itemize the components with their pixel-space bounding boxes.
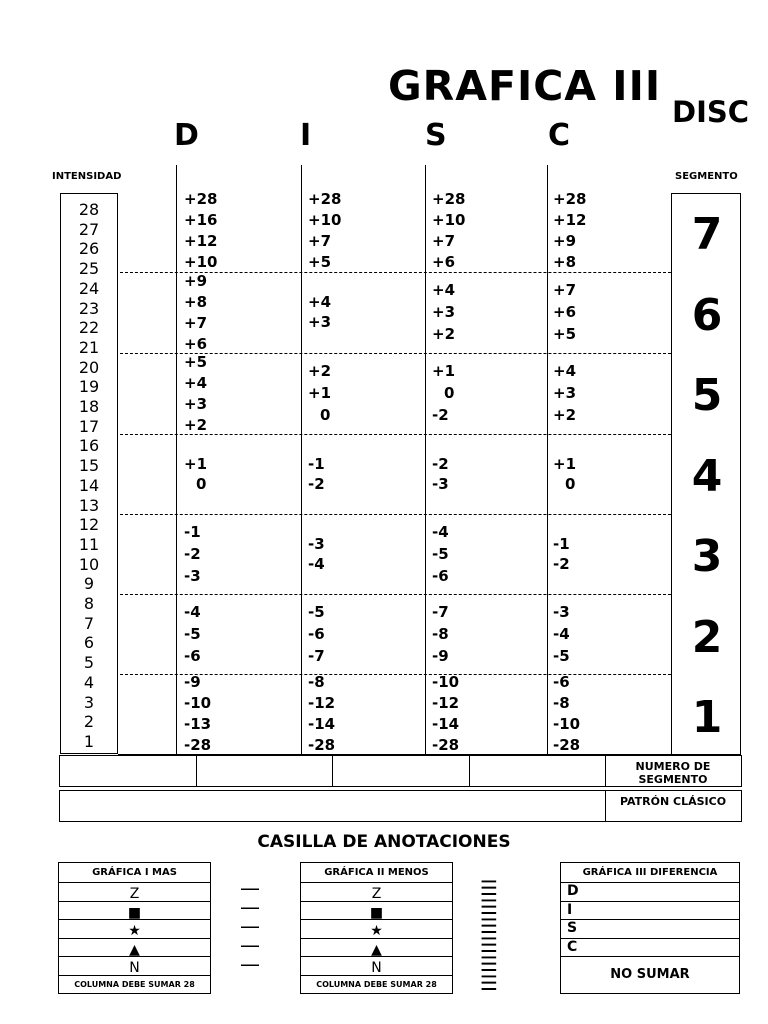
- disc-value-i: -4: [308, 554, 325, 573]
- intensity-value: 5: [83, 653, 95, 673]
- disc-value-i: -14: [308, 715, 336, 733]
- annotation-row[interactable]: [301, 883, 452, 902]
- disc-value-s: -9: [432, 646, 449, 665]
- disc-value-i: -3: [308, 534, 325, 553]
- disc-value-s: -7: [432, 602, 449, 621]
- intensity-value: 11: [78, 534, 100, 554]
- column-divider: [176, 165, 177, 755]
- annotation-row-letter: I: [567, 901, 573, 918]
- disc-value-i: -7: [308, 646, 325, 665]
- disc-value-s: -2: [432, 406, 449, 424]
- disc-value-c: +4: [553, 362, 577, 380]
- disc-value-d: +6: [184, 334, 208, 353]
- minus-sign: —: [240, 876, 260, 900]
- disc-value-i: -28: [308, 736, 336, 754]
- segment-column: [671, 193, 741, 755]
- disc-value-s: -4: [432, 522, 449, 541]
- annotation-row-symbol: ★: [128, 923, 141, 939]
- disc-value-d: +9: [184, 271, 208, 290]
- intensity-value: 28: [78, 200, 100, 219]
- intensity-value: 10: [78, 554, 100, 574]
- minus-sign: —: [240, 914, 260, 938]
- equals-sign: ☰: [480, 914, 498, 938]
- annotation-row[interactable]: [561, 902, 739, 921]
- annotation-row[interactable]: [561, 883, 739, 902]
- disc-value-d: -2: [184, 544, 201, 563]
- annotation-row-symbol: N: [129, 960, 140, 976]
- disc-value-i: +7: [308, 231, 332, 250]
- intensity-value: 7: [83, 613, 95, 633]
- intensity-value: 23: [78, 298, 100, 318]
- pattern-row: [59, 790, 742, 822]
- disc-value-s: -5: [432, 544, 449, 563]
- disc-value-c: -1: [553, 534, 570, 553]
- annotation-box-title: GRÁFICA I MAS: [59, 863, 210, 883]
- annotation-row[interactable]: [59, 920, 210, 939]
- column-header-c: C: [548, 118, 571, 153]
- disc-value-s: -2: [432, 454, 449, 473]
- annotation-row[interactable]: [561, 939, 739, 958]
- annotation-row[interactable]: [301, 902, 452, 921]
- annotation-row[interactable]: [301, 939, 452, 958]
- disc-value-d: -10: [184, 694, 212, 712]
- annotation-row[interactable]: [59, 939, 210, 958]
- intensity-value: 1: [83, 731, 95, 751]
- segment-number-cell-s[interactable]: [332, 756, 470, 786]
- disc-value-s: -12: [432, 694, 460, 712]
- disc-value-i: +5: [308, 252, 332, 271]
- intensity-value: 27: [78, 219, 100, 239]
- annotation-row-letter: D: [567, 883, 579, 899]
- disc-value-c: +1: [553, 454, 577, 473]
- disc-value-s: +3: [432, 303, 456, 321]
- disc-value-i: +1: [308, 384, 332, 402]
- disc-value-c: -6: [553, 673, 570, 691]
- minus-sign: —: [240, 933, 260, 957]
- intensity-value: 18: [78, 397, 100, 416]
- no-sumar-label: NO SUMAR: [610, 967, 690, 982]
- column-header-s: S: [425, 118, 447, 153]
- intensity-value: 22: [78, 318, 100, 338]
- disc-value-s: -8: [432, 624, 449, 643]
- disc-value-c: +12: [553, 210, 587, 229]
- column-divider: [425, 165, 426, 755]
- annotation-row[interactable]: [59, 902, 210, 921]
- disc-value-c: -4: [553, 624, 570, 643]
- segment-separator: [120, 514, 671, 515]
- equals-sign: ☰: [480, 933, 498, 957]
- annotation-row[interactable]: [59, 883, 210, 902]
- segment-number: 3: [691, 531, 723, 582]
- annotation-row-symbol: N: [371, 960, 382, 976]
- disc-value-c: +3: [553, 384, 577, 402]
- disc-value-s: +7: [432, 231, 456, 250]
- segment-number: 4: [691, 450, 723, 502]
- annotation-box-grafica-iii: [560, 862, 740, 994]
- segment-number: 2: [691, 611, 723, 663]
- disc-value-i: -12: [308, 694, 336, 712]
- segment-separator: [120, 434, 671, 435]
- disc-value-i: +3: [308, 313, 332, 331]
- annotation-row-symbol: ■: [369, 904, 384, 921]
- disc-value-c: -8: [553, 694, 570, 712]
- disc-value-i: -1: [308, 454, 325, 473]
- disc-value-d: +4: [184, 373, 208, 392]
- disc-value-s: +4: [432, 281, 456, 299]
- equals-sign: ☰: [480, 971, 498, 995]
- disc-value-c: +7: [553, 281, 577, 299]
- annotation-box-grafica-i: [58, 862, 211, 994]
- intensity-value: 12: [78, 515, 100, 535]
- disc-value-s: 0: [444, 384, 455, 402]
- intensity-value: 4: [83, 672, 95, 692]
- page-title: GRAFICA III: [388, 62, 662, 110]
- disc-value-s: -14: [432, 715, 460, 733]
- disc-value-d: +2: [184, 415, 208, 434]
- disc-value-d: +7: [184, 313, 208, 332]
- segment-number-label: NUMERO DE SEGMENTO: [635, 760, 711, 786]
- disc-value-d: +5: [184, 352, 208, 371]
- annotation-box-title: GRÁFICA III DIFERENCIA: [561, 863, 739, 883]
- disc-value-d: -4: [184, 602, 201, 621]
- intensity-value: 15: [78, 456, 100, 476]
- disc-value-s: +28: [432, 189, 466, 208]
- disc-value-i: +10: [308, 210, 342, 229]
- column-sum-note: COLUMNA DEBE SUMAR 28: [316, 979, 437, 989]
- disc-value-s: +10: [432, 210, 466, 229]
- column-header-i: I: [300, 118, 312, 153]
- intensity-value: 2: [83, 712, 95, 732]
- annotation-row-letter: S: [567, 920, 578, 936]
- disc-value-s: -6: [432, 566, 449, 585]
- column-divider: [547, 165, 548, 755]
- disc-value-i: +2: [308, 362, 332, 380]
- disc-value-i: -8: [308, 673, 325, 691]
- disc-value-c: +6: [553, 303, 577, 321]
- column-divider: [301, 165, 302, 755]
- disc-value-d: -13: [184, 715, 212, 733]
- disc-value-d: +1: [184, 454, 208, 473]
- segment-separator: [120, 674, 671, 675]
- disc-value-c: +5: [553, 325, 577, 343]
- disc-value-i: -2: [308, 474, 325, 493]
- minus-sign: —: [240, 952, 260, 976]
- segment-number-cell-c[interactable]: [469, 756, 606, 786]
- intensity-label: INTENSIDAD: [52, 171, 122, 182]
- annotation-row[interactable]: [561, 920, 739, 939]
- segment-number-cell-i[interactable]: [196, 756, 333, 786]
- disc-value-i: -6: [308, 624, 325, 643]
- disc-value-s: -28: [432, 736, 460, 754]
- disc-value-d: +28: [184, 189, 218, 208]
- intensity-value: 9: [83, 574, 95, 594]
- disc-value-s: +1: [432, 362, 456, 380]
- annotation-box-title: GRÁFICA II MENOS: [301, 863, 452, 883]
- disc-value-d: +12: [184, 231, 218, 250]
- disc-value-i: +4: [308, 293, 332, 311]
- intensity-value: 19: [78, 377, 100, 397]
- intensity-column: [60, 193, 118, 754]
- column-header-d: D: [174, 118, 199, 153]
- disc-value-c: +9: [553, 231, 577, 250]
- disc-value-d: -5: [184, 624, 201, 643]
- pattern-label: PATRÓN CLÁSICO: [619, 795, 727, 808]
- disc-value-c: -2: [553, 554, 570, 573]
- segment-number: 7: [691, 209, 723, 260]
- disc-value-d: +3: [184, 394, 208, 413]
- segment-number: 1: [691, 692, 723, 743]
- intensity-value: 20: [78, 357, 100, 377]
- segment-number: 5: [691, 370, 723, 421]
- intensity-value: 13: [78, 495, 100, 515]
- disc-value-c: -5: [553, 646, 570, 665]
- segment-label: SEGMENTO: [675, 171, 738, 182]
- disc-value-c: +28: [553, 189, 587, 208]
- intensity-value: 21: [78, 337, 100, 357]
- annotation-row-symbol: ▲: [129, 941, 140, 958]
- intensity-value: 3: [83, 692, 95, 712]
- annotation-row-symbol: ■: [127, 904, 142, 921]
- annotation-row-symbol: ★: [370, 923, 383, 939]
- disc-value-s: +2: [432, 325, 456, 343]
- intensity-value: 14: [78, 475, 100, 495]
- annotation-row-symbol: Z: [129, 886, 140, 902]
- disc-value-s: +6: [432, 252, 456, 271]
- annotation-row[interactable]: [301, 920, 452, 939]
- page-subtitle: DISC: [672, 95, 750, 129]
- annotation-row-symbol: Z: [371, 886, 382, 902]
- disc-value-s: -10: [432, 673, 460, 691]
- disc-value-d: 0: [196, 474, 207, 493]
- disc-value-c: 0: [565, 474, 576, 493]
- intensity-value: 17: [78, 416, 100, 436]
- disc-value-d: -6: [184, 646, 201, 665]
- annotation-box-grafica-ii: [300, 862, 453, 994]
- disc-value-i: +28: [308, 189, 342, 208]
- intensity-value: 26: [78, 239, 100, 259]
- disc-value-c: -28: [553, 736, 581, 754]
- disc-value-c: +2: [553, 406, 577, 424]
- disc-value-d: +8: [184, 292, 208, 311]
- disc-value-d: -28: [184, 736, 212, 754]
- disc-value-d: +10: [184, 252, 218, 271]
- column-sum-note: COLUMNA DEBE SUMAR 28: [74, 979, 195, 989]
- annotation-row-letter: C: [567, 938, 578, 955]
- pattern-cell[interactable]: [60, 791, 606, 821]
- disc-value-d: -9: [184, 673, 201, 691]
- intensity-value: 24: [78, 278, 100, 298]
- disc-value-c: -3: [553, 602, 570, 621]
- disc-value-s: -3: [432, 474, 449, 493]
- annotation-row[interactable]: [301, 957, 452, 976]
- intensity-value: 25: [78, 259, 100, 279]
- intensity-value: 16: [78, 436, 100, 456]
- annotations-title: CASILLA DE ANOTACIONES: [257, 832, 511, 852]
- disc-value-c: -10: [553, 715, 581, 733]
- annotation-row-symbol: ▲: [371, 941, 382, 958]
- disc-value-i: 0: [320, 406, 331, 424]
- disc-value-d: +16: [184, 210, 218, 229]
- equals-sign: ☰: [480, 895, 498, 919]
- disc-value-d: -3: [184, 566, 201, 585]
- annotation-row[interactable]: [59, 957, 210, 976]
- minus-sign: —: [240, 895, 260, 919]
- segment-number: 6: [691, 289, 723, 341]
- intensity-value: 8: [83, 594, 95, 613]
- disc-value-d: -1: [184, 522, 201, 541]
- disc-value-c: +8: [553, 252, 577, 271]
- equals-sign: ☰: [480, 876, 498, 900]
- segment-separator: [120, 594, 671, 595]
- segment-number-row: [59, 755, 742, 787]
- disc-value-i: -5: [308, 602, 325, 621]
- equals-sign: ☰: [480, 952, 498, 976]
- segment-number-cell-d[interactable]: [60, 756, 197, 786]
- intensity-value: 6: [83, 633, 95, 653]
